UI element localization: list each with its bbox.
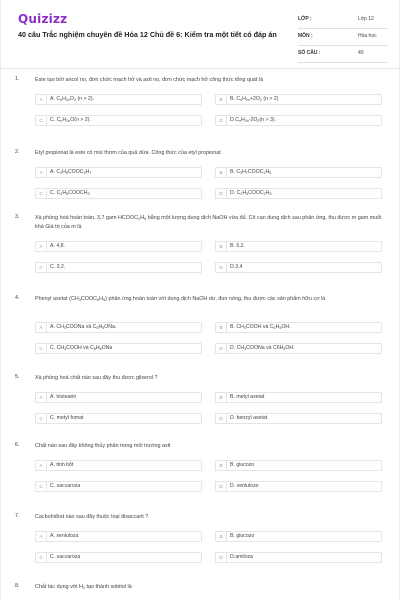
option-letter: C bbox=[36, 263, 47, 272]
question-number: 1. bbox=[15, 76, 20, 82]
option-letter: D bbox=[216, 189, 227, 198]
header bbox=[1, 0, 399, 62]
option-text: A. $CH_3COONa$ và $C_6H_5ONa$. bbox=[50, 324, 117, 330]
option-c[interactable] bbox=[35, 188, 202, 199]
question-text: Chất tác dụng với $H_2$ tạo thành sobitol là bbox=[35, 584, 132, 590]
option-letter: A bbox=[36, 532, 47, 541]
option-text: A. xenluloza bbox=[50, 533, 79, 539]
option-b[interactable] bbox=[215, 531, 382, 542]
option-text: A. 4,8. bbox=[50, 243, 65, 249]
option-text: D.3,4 bbox=[230, 264, 243, 270]
option-d[interactable] bbox=[215, 343, 382, 354]
option-d[interactable] bbox=[215, 552, 382, 563]
question-text: Xà phòng hoá chất nào sau đây thu được glixerol ? bbox=[35, 375, 158, 381]
option-letter: B bbox=[216, 323, 227, 332]
option-d[interactable] bbox=[215, 115, 382, 126]
meta-key: LỚP : bbox=[298, 16, 312, 22]
meta-row-subject bbox=[298, 30, 388, 46]
meta-value: 40 bbox=[358, 50, 364, 56]
option-c[interactable] bbox=[35, 343, 202, 354]
option-text: C. saccaroza bbox=[50, 483, 81, 489]
option-text: $D.C_nH_{2n}-2O_2(n > 3)$. bbox=[230, 117, 277, 123]
option-letter: A bbox=[36, 393, 47, 402]
option-b[interactable] bbox=[215, 167, 382, 178]
question-text: Chất nào sau đây không thủy phân trong môi trường axit bbox=[35, 443, 171, 449]
option-letter: B bbox=[216, 393, 227, 402]
option-text: D.amiloza bbox=[230, 554, 254, 560]
meta-value: Lớp 12 bbox=[358, 16, 374, 22]
option-text: A. $C_nH_{2n}O_2$ (n > 2). bbox=[50, 96, 95, 102]
question-text: Etyl propionat là este có mùi thơm của quả dứa. Công thức của etyl propionat bbox=[35, 150, 221, 156]
option-c[interactable] bbox=[35, 115, 202, 126]
question-text: Este tạo bởi ancol no, đơn chức mạch hở và axit no, đơn chức mạch hở công thức tổng quát là bbox=[35, 77, 264, 83]
question-number: 8. bbox=[15, 583, 20, 589]
option-d[interactable] bbox=[215, 481, 382, 492]
meta-key: SỐ CÂU : bbox=[298, 50, 321, 56]
option-a[interactable] bbox=[35, 94, 202, 105]
option-b[interactable] bbox=[215, 460, 382, 471]
option-text: A. $C_2H_5COOC_3H_7$ bbox=[50, 169, 92, 175]
question-number: 5. bbox=[15, 374, 20, 380]
option-letter: B bbox=[216, 532, 227, 541]
option-letter: A bbox=[36, 461, 47, 470]
question-number: 2. bbox=[15, 149, 20, 155]
option-b[interactable] bbox=[215, 94, 382, 105]
option-text: B. glucozo bbox=[230, 462, 255, 468]
option-text: A. tinh bột bbox=[50, 462, 74, 468]
question-number: 4. bbox=[15, 295, 20, 301]
option-text: C. saccaroza bbox=[50, 554, 81, 560]
option-text: B. $CH_3COOH$ và $C_6H_5OH$. bbox=[230, 324, 291, 330]
option-c[interactable] bbox=[35, 413, 202, 424]
question-text: Cacbohiđrat nào sau đây thuộc loại đisaccarit ? bbox=[35, 514, 149, 520]
page-title: 40 câu Trắc nghiệm chuyên đề Hóa 12 Chủ đề 6: Kiểm tra một tiết có đáp án bbox=[18, 30, 277, 39]
option-b[interactable] bbox=[215, 322, 382, 333]
option-c[interactable] bbox=[35, 481, 202, 492]
option-letter: B bbox=[216, 168, 227, 177]
option-text: D. xenlulozo bbox=[230, 483, 259, 489]
option-letter: C bbox=[36, 553, 47, 562]
question-text: Phenyl axetat $(CH_3COOC_6H_5)$ phản ứng hoàn toàn với dung dịch NaOH dư, đun nóng, thu được các sản phẩm hữu cơ là bbox=[35, 296, 326, 302]
option-letter: D bbox=[216, 263, 227, 272]
option-letter: B bbox=[216, 242, 227, 251]
option-text: B. 5,2. bbox=[230, 243, 245, 249]
option-letter: D bbox=[216, 414, 227, 423]
option-letter: C bbox=[36, 482, 47, 491]
question-number: 3. bbox=[15, 214, 20, 220]
option-text: D. benzyl axetat bbox=[230, 415, 268, 421]
header-divider bbox=[1, 68, 399, 69]
option-a[interactable] bbox=[35, 167, 202, 178]
option-text: D. $CH_3COONa$ và $C6H_5OH$. bbox=[230, 345, 295, 351]
option-letter: C bbox=[36, 344, 47, 353]
meta-row-class bbox=[298, 13, 388, 29]
option-letter: C bbox=[36, 189, 47, 198]
option-b[interactable] bbox=[215, 241, 382, 252]
option-text: C. $CH_3COOH$ và $C_6H_5ONa$ bbox=[50, 345, 113, 351]
option-c[interactable] bbox=[35, 552, 202, 563]
brand-logo: Quizizz bbox=[18, 12, 68, 26]
option-letter: D bbox=[216, 116, 227, 125]
option-d[interactable] bbox=[215, 262, 382, 273]
option-a[interactable] bbox=[35, 392, 202, 403]
question-number: 7. bbox=[15, 513, 20, 519]
option-text: B. glucozo bbox=[230, 533, 255, 539]
option-text: B. $C_3H_7COOC_2H_5$ bbox=[230, 169, 272, 175]
meta-key: MÔN : bbox=[298, 33, 313, 39]
option-d[interactable] bbox=[215, 188, 382, 199]
option-letter: C bbox=[36, 116, 47, 125]
question-text: Xà phòng hoá hoàn toàn, 3,7 gam $HCOOC_2H_5$ bằng một lượng dung dịch NaOH vừa đủ. Cô cạn dung dịch sau phản ứng, thu được m gam muối khá Giá trị của m là bbox=[35, 215, 382, 230]
option-letter: D bbox=[216, 344, 227, 353]
meta-row-count bbox=[298, 47, 388, 63]
option-text: B. $C_nH_{2n}+2O_2$ (n > 2) bbox=[230, 96, 279, 102]
option-b[interactable] bbox=[215, 392, 382, 403]
option-letter: D bbox=[216, 553, 227, 562]
option-letter: C bbox=[36, 414, 47, 423]
option-a[interactable] bbox=[35, 460, 202, 471]
option-letter: A bbox=[36, 323, 47, 332]
option-text: C. $C_2H_5COOCH_3$ bbox=[50, 190, 90, 196]
meta-panel bbox=[298, 13, 388, 64]
option-letter: B bbox=[216, 95, 227, 104]
option-letter: D bbox=[216, 482, 227, 491]
option-a[interactable] bbox=[35, 322, 202, 333]
option-text: C. $C_nH_{2n}O(n > 2)$. bbox=[50, 117, 91, 123]
option-text: C. metyl fomat bbox=[50, 415, 84, 421]
meta-value: Hóa học bbox=[358, 33, 377, 39]
option-c[interactable] bbox=[35, 262, 202, 273]
option-text: A. tristearin bbox=[50, 394, 77, 400]
option-d[interactable] bbox=[215, 413, 382, 424]
option-letter: A bbox=[36, 242, 47, 251]
option-a[interactable] bbox=[35, 241, 202, 252]
option-letter: A bbox=[36, 168, 47, 177]
option-text: B. metyl axetat bbox=[230, 394, 265, 400]
option-text: C. 3,2. bbox=[50, 264, 66, 270]
option-letter: A bbox=[36, 95, 47, 104]
option-a[interactable] bbox=[35, 531, 202, 542]
question-number: 6. bbox=[15, 442, 20, 448]
option-letter: B bbox=[216, 461, 227, 470]
option-text: D. $C_2H_5COOC_2H_5$ bbox=[230, 190, 272, 196]
